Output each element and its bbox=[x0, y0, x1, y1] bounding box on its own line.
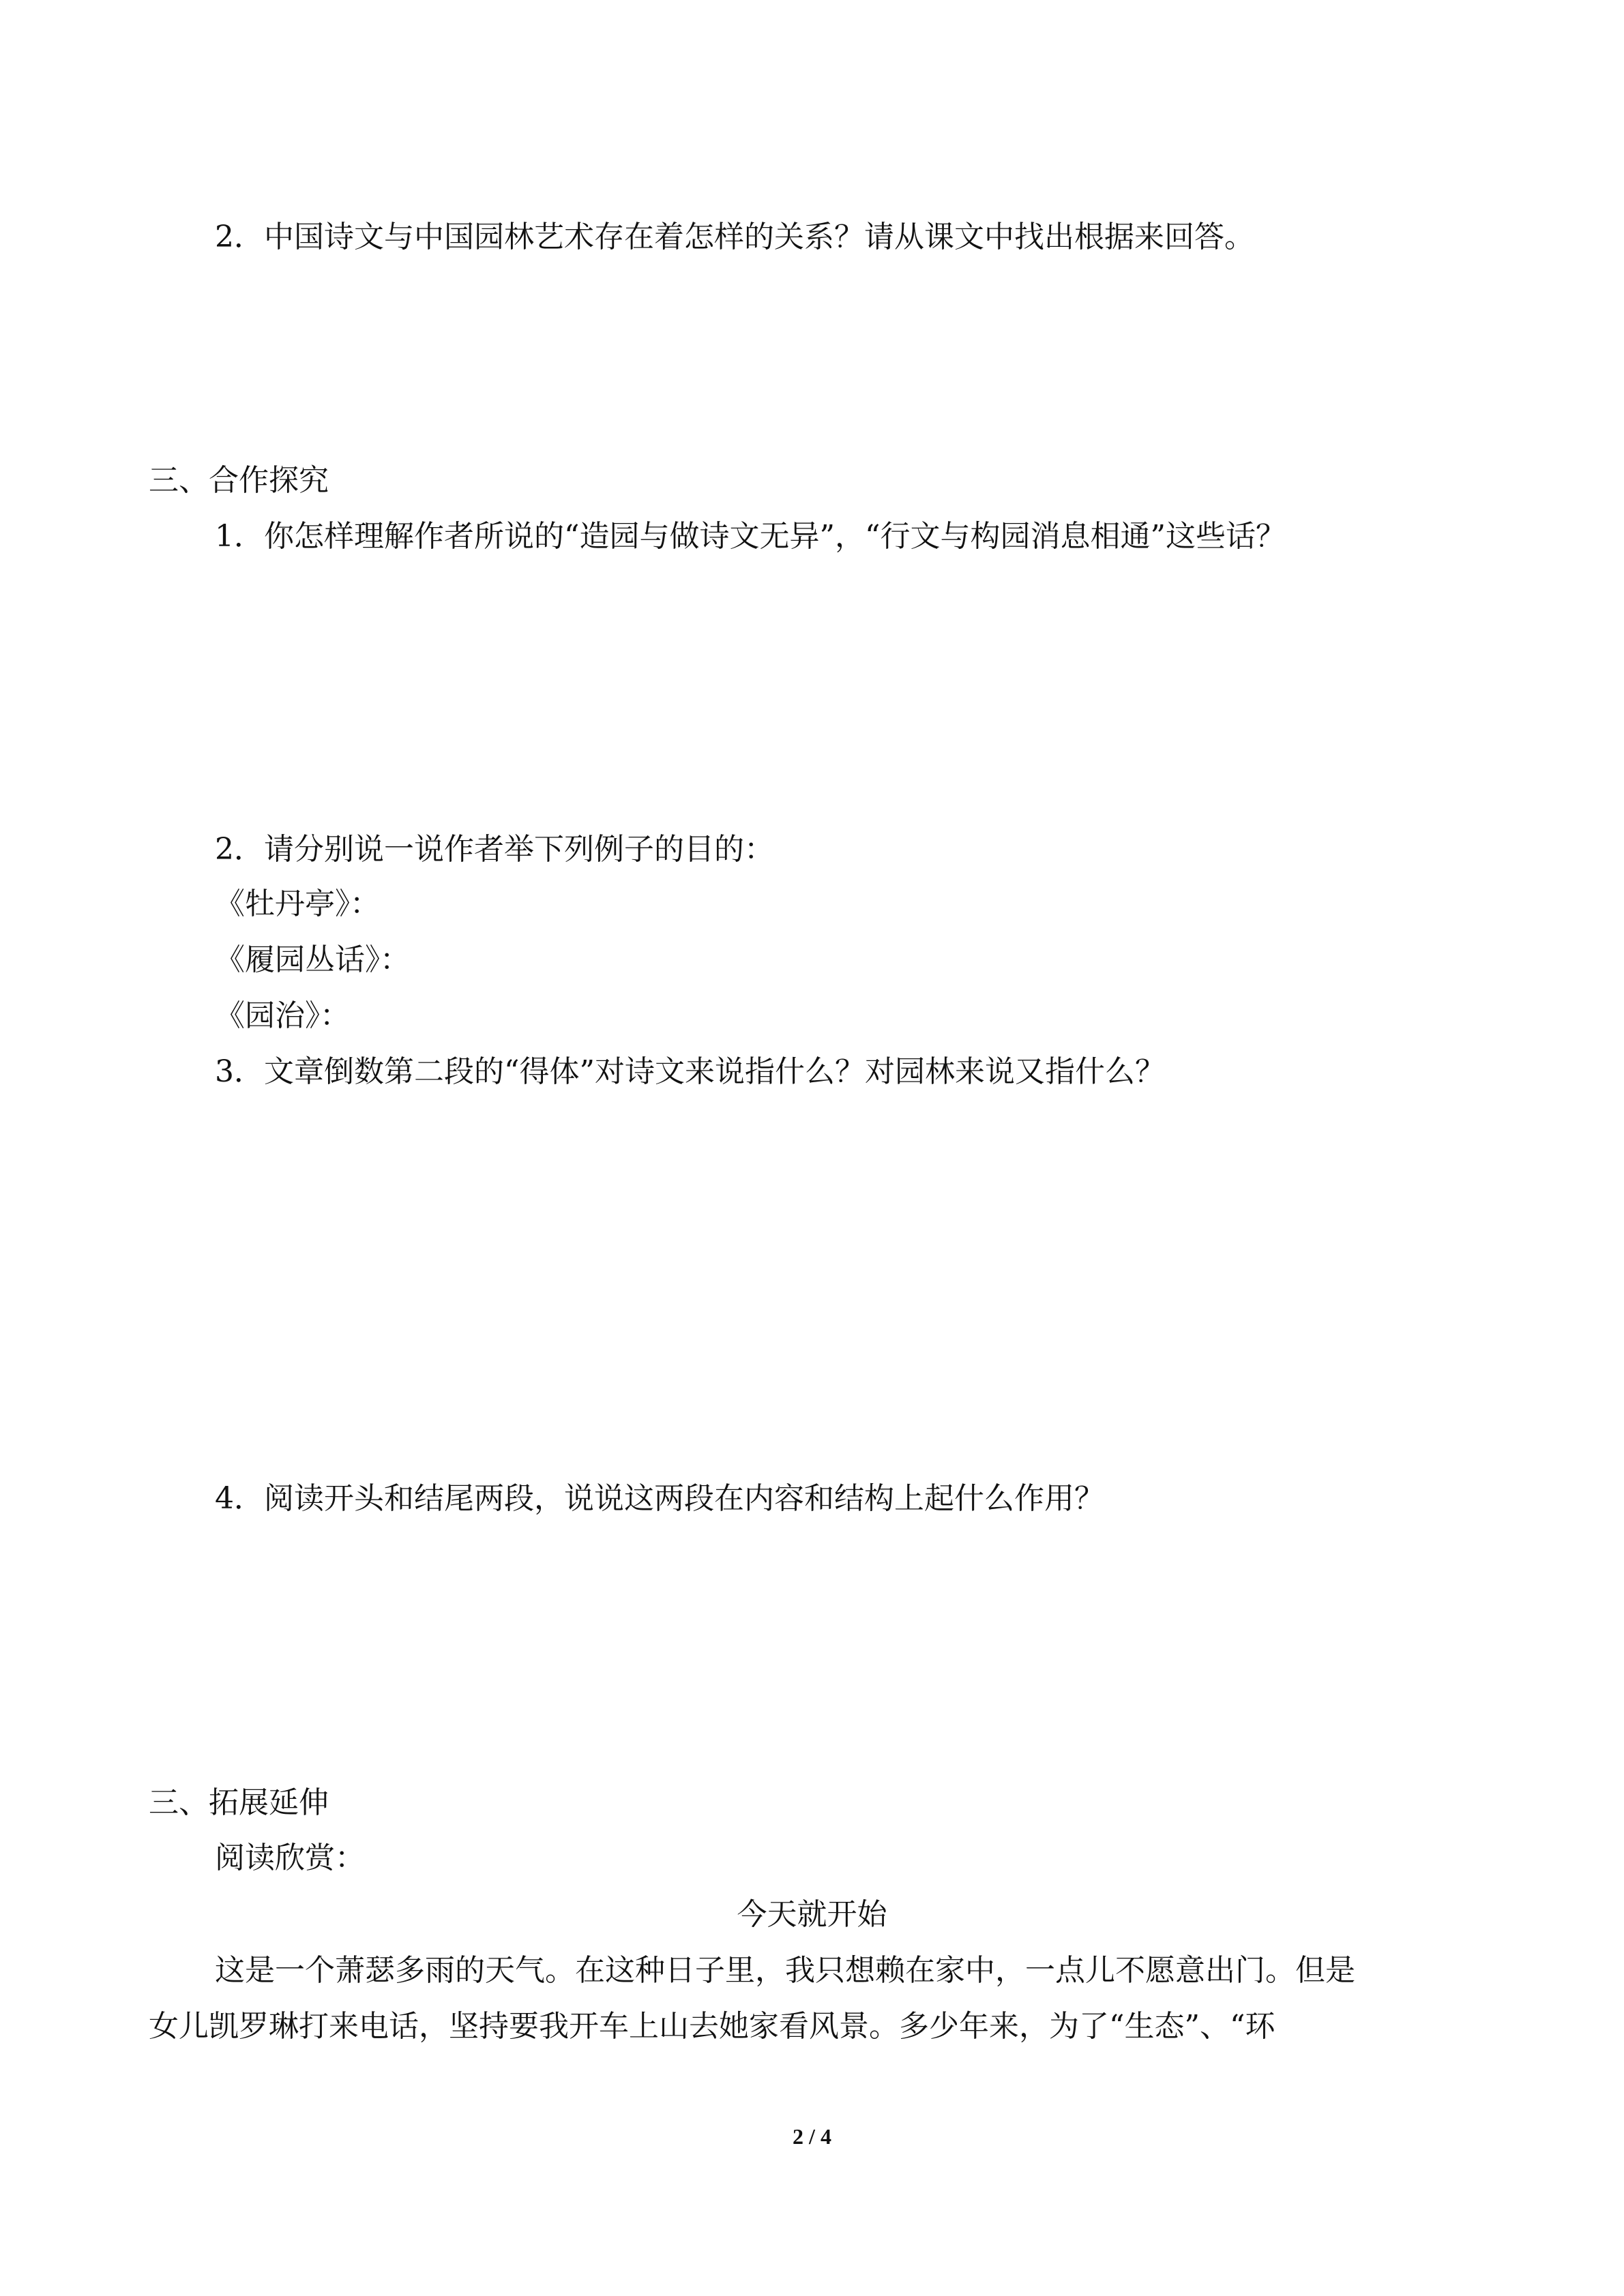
example-lvyuan-conghua: 《履园丛话》： bbox=[215, 942, 410, 977]
question-4-text: 4．阅读开头和结尾两段，说说这两段在内容和结构上起什么作用？ bbox=[215, 1481, 1104, 1516]
example-yuanzhi: 《园治》： bbox=[215, 998, 350, 1033]
section-heading-cooperative-inquiry: 三、合作探究 bbox=[149, 463, 329, 498]
essay-paragraph-line-2: 女儿凯罗琳打来电话，坚持要我开车上山去她家看风景。多少年来，为了“生态”、“环 bbox=[149, 2009, 1275, 2044]
question-1-text: 1．你怎样理解作者所说的“造园与做诗文无异”，“行文与构园消息相通”这些话？ bbox=[215, 519, 1286, 554]
page-number: 2 / 4 bbox=[793, 2124, 831, 2149]
example-mudanting: 《牡丹亭》： bbox=[215, 886, 380, 921]
question-2-text: 2．请分别说一说作者举下列例子的目的： bbox=[215, 832, 774, 867]
section-heading-extension: 三、拓展延伸 bbox=[149, 1785, 329, 1820]
question-2-text: 2．中国诗文与中国园林艺术存在着怎样的关系？请从课文中找出根据来回答。 bbox=[215, 220, 1254, 254]
question-3-text: 3．文章倒数第二段的“得体”对诗文来说指什么？对园林来说又指什么？ bbox=[215, 1054, 1165, 1089]
essay-paragraph-line-1: 这是一个萧瑟多雨的天气。在这种日子里，我只想赖在家中，一点儿不愿意出门。但是 bbox=[215, 1953, 1355, 1988]
essay-title: 今天就开始 bbox=[737, 1897, 887, 1932]
reading-intro: 阅读欣赏： bbox=[215, 1840, 365, 1875]
